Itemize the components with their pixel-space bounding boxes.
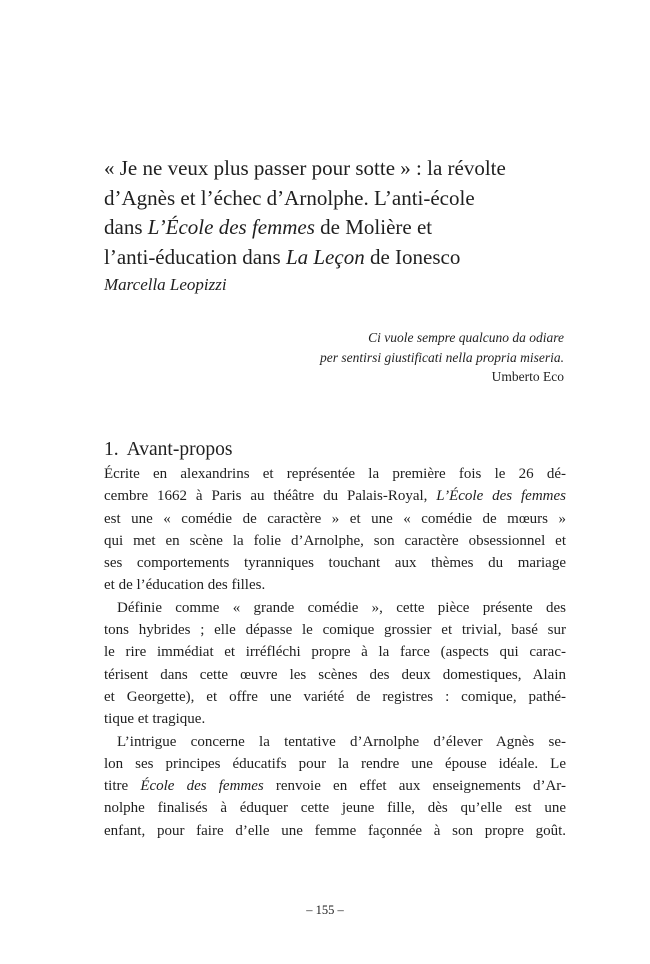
text-line: le rire immédiat et irréfléchi propre à la farce (aspects qui carac- xyxy=(104,644,566,661)
text-line: nolphe finalisés à éduquer cette jeune fille, dès qu’elle est une xyxy=(104,800,566,817)
text-line: et de l’éducation des filles. xyxy=(104,577,266,594)
title-text: dans xyxy=(104,215,148,239)
title-line-2: d’Agnès et l’échec d’Arnolphe. L’anti-école xyxy=(104,185,475,210)
text-line xyxy=(104,775,566,797)
title-italic-work: L’École des femmes xyxy=(147,215,315,239)
text-line xyxy=(104,485,566,507)
page-number: – 155 – xyxy=(306,903,344,917)
title-text: de Molière et xyxy=(314,215,433,239)
title-line-1: « Je ne veux plus passer pour sotte » : la révolte xyxy=(104,156,506,180)
text-line: enfant, pour faire d’elle une femme façonnée à son propre goût. xyxy=(104,822,566,839)
text-line: Écrite en alexandrins et représentée la première fois le 26 dé- xyxy=(104,466,566,482)
paragraph-3 xyxy=(104,731,566,842)
epigraph xyxy=(320,328,564,387)
epigraph-line-2: per sentirsi giustificati nella propria miseria. xyxy=(319,349,564,365)
italic-work-title: L’École des femmes xyxy=(436,488,566,505)
text-line: tons hybrides ; elle dépasse le comique grossier et trivial, basé sur xyxy=(104,622,566,639)
paragraph-1 xyxy=(104,463,566,597)
section-title: Avant-propos xyxy=(126,439,233,460)
text-line: lon ses principes éducatifs pour la rendre une épouse idéale. Le xyxy=(104,755,566,772)
title-line-3 xyxy=(104,213,574,243)
title-text: l’anti-éducation dans xyxy=(104,244,286,269)
text-line: tique et tragique. xyxy=(104,711,206,728)
text-line: est une « comédie de caractère » et une « comédie de mœurs » xyxy=(104,510,566,527)
text-line: Définie comme « grande comédie », cette pièce présente des xyxy=(117,599,566,616)
text-line: ses comportements tyranniques touchant aux thèmes du mariage xyxy=(104,555,566,572)
text-span: titre xyxy=(104,778,141,795)
italic-work-title: École des femmes xyxy=(140,778,264,795)
chapter-title xyxy=(104,154,574,272)
text-span: cembre 1662 à Paris au théâtre du Palais-Royal, xyxy=(104,488,437,505)
text-line: qui met en scène la folie d’Arnolphe, son caractère obsessionnel et xyxy=(104,532,566,549)
title-line-4 xyxy=(104,243,574,273)
epigraph-line-1: Ci vuole sempre qualcuno da odiare xyxy=(368,330,564,345)
epigraph-source: Umberto Eco xyxy=(491,369,564,384)
title-text: de Ionesco xyxy=(364,244,461,269)
section-heading xyxy=(104,437,232,463)
text-span: renvoie en effet aux enseignements d’Ar- xyxy=(263,778,566,795)
text-line: térisent dans cette œuvre les scènes des deux domestiques, Alain xyxy=(104,666,566,683)
body-text xyxy=(104,463,566,842)
title-italic-work: La Leçon xyxy=(285,244,365,269)
section-number: 1. xyxy=(104,439,119,460)
author-name: Marcella Leopizzi xyxy=(104,275,227,294)
text-line: L’intrigue concerne la tentative d’Arnolphe d’élever Agnès se- xyxy=(117,733,566,750)
paragraph-2 xyxy=(104,597,566,731)
text-line: et Georgette), et offre une variété de registres : comique, pathé- xyxy=(104,688,566,705)
